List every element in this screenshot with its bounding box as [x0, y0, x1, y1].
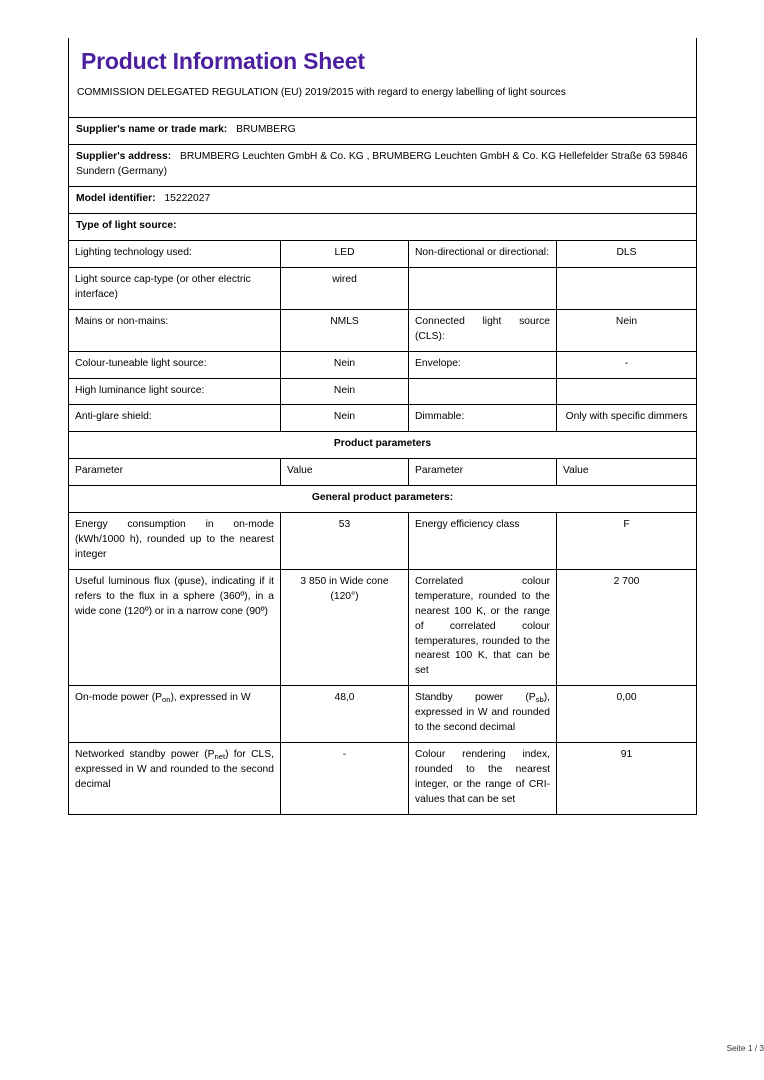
- param-row-networked-standby: [69, 743, 697, 815]
- param-value-2: Nein: [557, 309, 697, 351]
- column-header-parameter-2: Parameter: [409, 459, 557, 486]
- param-value: 53: [281, 513, 409, 570]
- model-identifier-label: Model identifier:: [76, 193, 156, 205]
- param-label: Energy consumption in on-mode (kWh/1000 h), rounded up to the nearest integer: [69, 513, 281, 570]
- param-label-2: Envelope:: [409, 351, 557, 378]
- param-label: Lighting technology used:: [69, 240, 281, 267]
- product-parameters-heading-row: [69, 432, 697, 459]
- general-parameters-heading: General product parameters:: [69, 486, 697, 513]
- param-label-post: ), expressed in W: [170, 692, 251, 704]
- param-label: [69, 743, 281, 815]
- column-header-row: [69, 459, 697, 486]
- param-value-2: 2 700: [557, 569, 697, 685]
- param-label-2: Colour rendering index, rounded to the nearest integer, or the range of CRI-values that can be set: [409, 743, 557, 815]
- model-identifier-row: [69, 187, 697, 214]
- document-table: [68, 38, 697, 815]
- param-label-subscript: net: [214, 752, 226, 762]
- column-header-value-1: Value: [281, 459, 409, 486]
- param-label-2-pre: Standby power (P: [415, 692, 536, 704]
- param-value-2: [557, 267, 697, 309]
- param-value: -: [281, 743, 409, 815]
- param-value-2: -: [557, 351, 697, 378]
- column-header-parameter-1: Parameter: [69, 459, 281, 486]
- param-row-luminous-flux: [69, 569, 697, 685]
- param-value-2: [557, 378, 697, 405]
- param-label: Mains or non-mains:: [69, 309, 281, 351]
- param-value: Nein: [281, 378, 409, 405]
- type-row-lighting-technology: [69, 240, 697, 267]
- type-section-heading-row: [69, 214, 697, 241]
- param-label-2: Non-directional or directional:: [409, 240, 557, 267]
- param-row-on-mode-power: [69, 686, 697, 743]
- param-label-pre: On-mode power (P: [75, 692, 162, 704]
- supplier-address-label: Supplier's address:: [76, 151, 172, 163]
- regulation-text: COMMISSION DELEGATED REGULATION (EU) 2019/2015 with regard to energy labelling of light sources: [77, 87, 566, 99]
- column-header-value-2: Value: [557, 459, 697, 486]
- param-value-2: DLS: [557, 240, 697, 267]
- param-value: wired: [281, 267, 409, 309]
- model-identifier-value: 15222027: [164, 193, 211, 205]
- title-row: [69, 38, 697, 118]
- param-label-2: Dimmable:: [409, 405, 557, 432]
- supplier-name-label: Supplier's name or trade mark:: [76, 124, 228, 136]
- product-parameters-heading: Product parameters: [69, 432, 697, 459]
- param-label: Light source cap-type (or other electric interface): [69, 267, 281, 309]
- param-value: NMLS: [281, 309, 409, 351]
- type-row-anti-glare: [69, 405, 697, 432]
- type-row-cap-type: [69, 267, 697, 309]
- document-page: [68, 38, 764, 1053]
- param-value: Nein: [281, 405, 409, 432]
- supplier-name-value: BRUMBERG: [236, 124, 296, 136]
- param-value-2: 0,00: [557, 686, 697, 743]
- param-label: Colour-tuneable light source:: [69, 351, 281, 378]
- param-label-2-subscript: sb: [535, 695, 544, 705]
- param-value: LED: [281, 240, 409, 267]
- type-section-heading: Type of light source:: [69, 214, 697, 241]
- param-label: High luminance light source:: [69, 378, 281, 405]
- param-value: Nein: [281, 351, 409, 378]
- param-row-energy-consumption: [69, 513, 697, 570]
- param-label-2-post: ), expressed in W and rounded to the second decimal: [415, 692, 550, 734]
- supplier-address-value: BRUMBERG Leuchten GmbH & Co. KG , BRUMBERG Leuchten GmbH & Co. KG Hellefelder Straße 63 59846 Sundern (Germany): [76, 151, 688, 178]
- page-footer: Seite 1 / 3: [726, 1043, 764, 1053]
- param-value-2: Only with specific dimmers: [557, 405, 697, 432]
- supplier-name-row: [69, 118, 697, 145]
- param-label-2: Connected light source (CLS):: [409, 309, 557, 351]
- param-value: 48,0: [281, 686, 409, 743]
- param-label-post: ) for CLS, expressed in W and rounded to the second decimal: [75, 749, 274, 790]
- param-label-pre: Networked standby power (P: [75, 749, 215, 761]
- param-label-2: [409, 378, 557, 405]
- param-label: Useful luminous flux (φuse), indicating if it refers to the flux in a sphere (360º), in a wide cone (120º) or in a narrow cone (90º): [69, 569, 281, 685]
- type-row-colour-tuneable: [69, 351, 697, 378]
- type-row-mains: [69, 309, 697, 351]
- param-label-2: [409, 686, 557, 743]
- param-label: [69, 686, 281, 743]
- param-value-2: 91: [557, 743, 697, 815]
- param-label-2: Energy efficiency class: [409, 513, 557, 570]
- general-parameters-heading-row: [69, 486, 697, 513]
- param-label-2: Correlated colour temperature, rounded to the nearest 100 K, or the range of correlated colour temperatures, rounded to the nearest 100 K, that can be set: [409, 569, 557, 685]
- type-row-high-luminance: [69, 378, 697, 405]
- supplier-address-row: [69, 145, 697, 187]
- param-value: 3 850 in Wide cone (120°): [281, 569, 409, 685]
- page-title: Product Information Sheet: [81, 48, 365, 74]
- param-label-2: [409, 267, 557, 309]
- param-label-subscript: on: [162, 695, 171, 705]
- param-label: Anti-glare shield:: [69, 405, 281, 432]
- param-value-2: F: [557, 513, 697, 570]
